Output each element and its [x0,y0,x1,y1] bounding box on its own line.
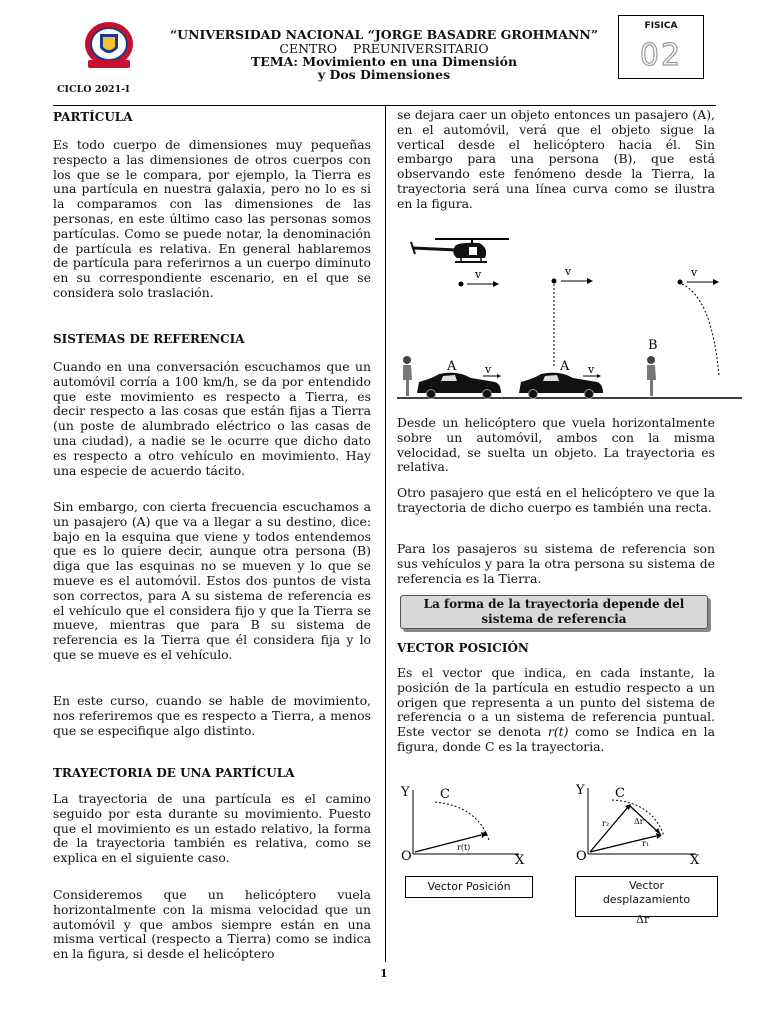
velocity-label: v [691,266,698,279]
heading-sistemas: SISTEMAS DE REFERENCIA [53,332,245,346]
velocity-label: v [475,268,482,281]
university-name: “UNIVERSIDAD NACIONAL “JORGE BASADRE GROHMANN” [169,27,599,42]
center-name: CENTRO PREUNIVERSITARIO [279,41,489,56]
heading-particula: PARTÍCULA [53,110,133,124]
object-point [552,279,557,284]
axis-y-label: Y [401,785,410,800]
axis-x-label: X [690,853,700,868]
paragraph-curso: En este curso, cuando se hable de movimiento, nos referiremos que es respecto a Tierra, a menos que se especifique algo distinto. [53,693,371,738]
key-note-text: La forma de la trayectoria depende del sistema de referencia [423,597,685,626]
paragraph-sistemas-1: Cuando en una conversación escuchamos que un automóvil corría a 100 km/h, se da por entendido que este movimiento es respecto a Tierra, es decir respecto a las cosas que están fijas a Tierra (un poste de alumbrado eléctrico o las casas de una ciudad), a nadie se le ocurre que dicho dato es respecto a otro vehículo en movimiento. Hay una especie de acuerdo tácito. [53,359,371,478]
car-icon [519,373,603,399]
axis-y-label: Y [576,783,585,798]
position-vector-label: r(t) [457,843,471,852]
velocity-label: v [485,363,492,376]
object-point [459,282,464,287]
paragraph-trayectoria-1: La trayectoria de una partícula es el camino seguido por esta durante su movimiento. Puesto que el movimiento es un estado relativo, la forma de la trayectoria también es relativa, como se explica en el siguiente caso. [53,791,371,866]
person-a-icon [403,356,412,396]
paragraph-pasajero: Otro pasajero que está en el helicóptero ve que la trayectoria de dicho cuerpo es también una recta. [397,485,715,515]
paragraph-sistema: Para los pasajeros su sistema de referencia son sus vehículos y para la otra persona su sistema de referencia es la Tierra. [397,541,715,586]
object-point [678,280,683,285]
paragraph-caida: se dejara caer un objeto entonces un pasajero (A), en el automóvil, verá que el objeto sigue la vertical desde el helicóptero hacia él. Sin embargo para una persona (B), que está observando este fenómeno desde la Tierra, la trayectoria será una línea curva como se ilustra en la figura. [397,107,715,211]
course-label: FISICA [644,21,678,31]
r2-label: r₂ [602,819,610,828]
paragraph-vector-posicion [397,666,715,755]
topic-line-1: TEMA: Movimiento en una Dimensión [250,54,518,69]
paragraph-particula: Es todo cuerpo de dimensiones muy pequeñas respecto a las dimensiones de otros cuerpos con los que se le compara, por ejemplo, la Tierra es una partícula en nuestra galaxia, pero no lo es si la comparamos con las dimensiones de las personas, en este último caso las personas somos partículas. Como se puede notar, la denominación de partícula es relativa. En general hablaremos de partícula para referirnos a un cuerpo diminuto en su correspondiente escenario, en el que se considera solo traslación. [53,137,371,300]
paragraph-sistemas-2: Sin embargo, con cierta frecuencia escuchamos a un pasajero (A) que va a llegar a su destino, dice: bajo en la esquina que viene y todos entendemos que es lo quiere decir, aunque otra persona (B) diga que las esquinas no se mueven y lo que se mueve es el automóvil. Estos dos puntos de vista son correctos, para A su sistema de referencia es el vehículo que el considera fijo y que la Tierra se mueve, mientras que para B su sistema de referencia es la Tierra que él considera fija y lo que se mueve es el vehículo. [53,499,371,662]
displacement-symbol: Δr [636,913,650,926]
key-note-box [400,595,708,629]
heading-trayectoria: TRAYECTORIA DE UNA PARTÍCULA [53,766,295,780]
velocity-label: v [565,265,572,278]
helicopter-icon [411,239,509,262]
trajectory-label: C [440,787,450,802]
relative-trajectory-figure [397,228,742,413]
axis-x-label: X [515,853,525,868]
heading-vector-posicion: VECTOR POSICIÓN [397,641,529,655]
caption-text: desplazamiento [602,893,691,906]
paragraph-trayectoria-2: Consideremos que un helicóptero vuela horizontalmente con la misma velocidad que un automóvil y que ambos siempre están en una misma vertical (respecto a Tierra) como se indica en la figura, si desde el helicóptero [53,887,371,962]
car-icon [417,373,501,399]
position-vector-symbol: r(t) [547,724,569,740]
vector-definition-end: como se Indica en la figura, donde C es la trayectoria. [397,724,715,754]
cycle-label: CICLO 2021-I [57,84,130,95]
label-a: A [560,359,570,374]
trajectory-label: C [615,786,625,801]
vector-definition: Es el vector que indica, en cada instante, la posición de la partícula en estudio respecto a un origen que representa a un punto del sistema de referencia o a un sistema de referencia puntual. Este vector se denota [397,665,715,740]
caption-vector-desplazamiento [575,876,718,917]
paragraph-figura: Desde un helicóptero que vuela horizontalmente sobre un automóvil, ambos con la misma velocidad, se suelta un objeto. La trayectoria es relativa. [397,415,715,475]
course-number: 02 [639,38,683,73]
label-a: A [447,359,457,374]
displacement-vector-diagram [572,780,722,870]
velocity-label: v [588,363,595,376]
column-divider [385,106,386,962]
course-box [618,15,704,79]
page-number: 1 [380,967,388,980]
origin-label: O [576,849,587,864]
label-b: B [648,338,658,353]
caption-text: Vector [628,879,665,892]
topic-line-2: y Dos Dimensiones [317,67,451,82]
delta-r-label: Δr [634,817,644,826]
caption-vector-posicion [405,876,533,898]
position-vector-diagram [397,780,537,870]
origin-label: O [401,849,412,864]
r1-label: r₁ [642,839,650,848]
caption-text: Vector Posición [427,880,511,893]
person-b-icon [647,356,656,396]
